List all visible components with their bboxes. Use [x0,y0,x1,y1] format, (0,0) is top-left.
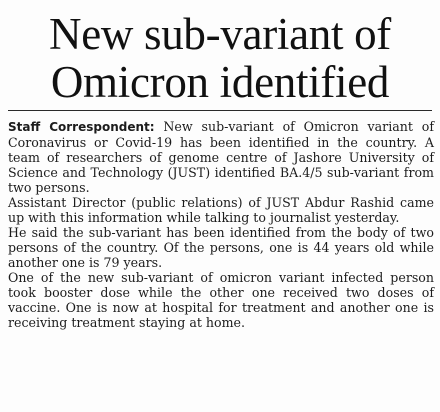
headline [0,10,440,106]
paragraph-2: Assistant Director (public relations) of JUST Abdur Rashid came up with this information while talking to journalist yesterday. [8,195,434,225]
paragraph-4: One of the new sub-variant of omicron variant infected person took booster dose while the other one received two doses of vaccine. One is now at hospital for treatment and another one is receiving treatment staying at home. [8,270,434,330]
paragraph-1 [8,119,434,195]
article-body [8,119,434,330]
byline: Staff Correspondent: [8,120,155,134]
paragraph-3: He said the sub-variant has been identified from the body of two persons of the country. Of the persons, one is 44 years old while another one is 79 years. [8,225,434,270]
headline-line-1: New sub-variant of [49,9,391,59]
headline-line-2: Omicron identified [50,57,390,107]
headline-divider [8,110,432,111]
paragraph-1-text: New sub-variant of Omicron variant of Coronavirus or Covid-19 has been identified in the country. A team of researchers of genome centre of Jashore University of Science and Technology (JUST) identified BA.4/5 sub-variant from two persons. [8,119,434,195]
